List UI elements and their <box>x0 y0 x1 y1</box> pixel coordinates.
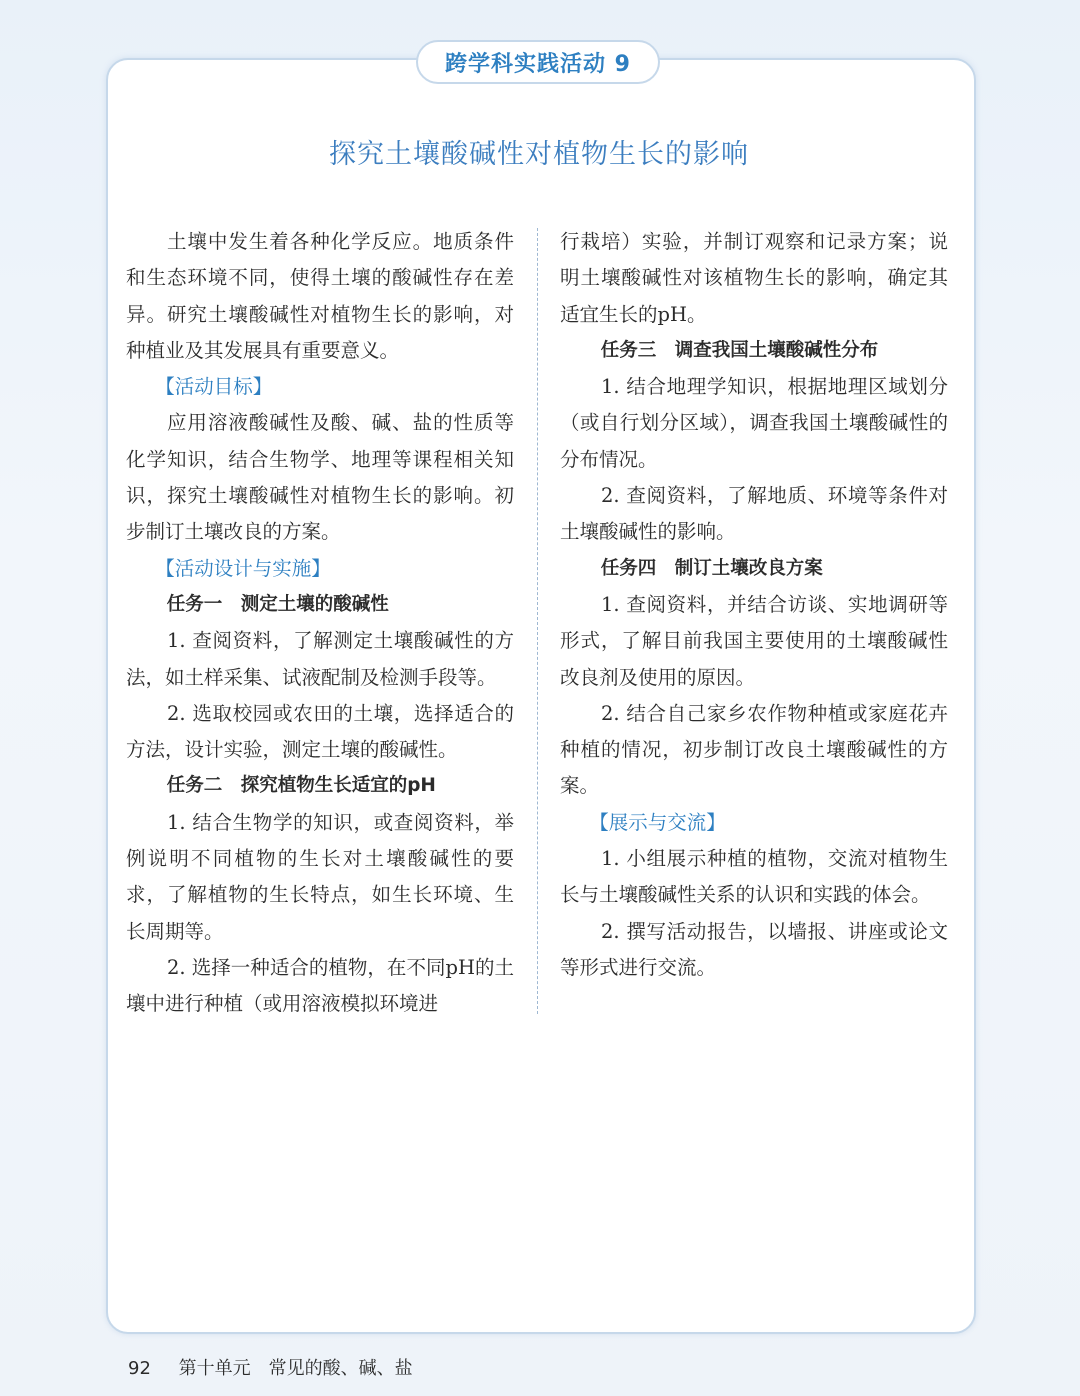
task4-title: 任务四 制订土壤改良方案 <box>600 557 823 579</box>
task3-item2: 2. 查阅资料，了解地质、环境等条件对土壤酸碱性的影响。 <box>560 484 948 544</box>
task2-item2-part2: 行栽培）实验，并制订观察和记录方案；说明土壤酸碱性对该植物生长的影响，确定其适宜生长的pH。 <box>560 230 948 326</box>
task1-item1: 1. 查阅资料，了解测定土壤酸碱性的方法，如土样采集、试液配制及检测手段等。 <box>126 629 514 689</box>
task1-title: 任务一 测定土壤的酸碱性 <box>166 593 389 615</box>
page-footer <box>128 1354 413 1380</box>
column-divider <box>537 228 538 1014</box>
share-item1: 1. 小组展示种植的植物，交流对植物生长与土壤酸碱性关系的认识和实践的体会。 <box>560 847 948 907</box>
task2-title: 任务二 探究植物生长适宜的pH <box>166 775 436 797</box>
design-heading: 【活动设计与实施】 <box>155 556 331 580</box>
intro-paragraph: 土壤中发生着各种化学反应。地质条件和生态环境不同，使得土壤的酸碱性存在差异。研究土壤酸碱性对植物生长的影响，对种植业及其发展具有重要意义。 <box>126 230 514 362</box>
share-item2: 2. 撰写活动报告，以墙报、讲座或论文等形式进行交流。 <box>560 919 948 979</box>
task3-item1: 1. 结合地理学知识，根据地理区域划分（或自行划分区域），调查我国土壤酸碱性的分布情况。 <box>560 375 948 471</box>
page-title: 探究土壤酸碱性对植物生长的影响 <box>329 139 749 170</box>
task3-title: 任务三 调查我国土壤酸碱性分布 <box>600 339 879 361</box>
share-heading: 【展示与交流】 <box>589 810 726 834</box>
activity-badge: 跨学科实践活动 9 <box>416 40 660 84</box>
task1-item2: 2. 选取校园或农田的土壤，选择适合的方法，设计实验，测定土壤的酸碱性。 <box>126 701 514 762</box>
goal-paragraph: 应用溶液酸碱性及酸、碱、盐的性质等化学知识，结合生物学、地理等课程相关知识，探究土壤酸碱性对植物生长的影响。初步制订土壤改良的方案。 <box>126 411 514 544</box>
right-column <box>560 224 948 986</box>
chapter-title: 第十单元 常见的酸、碱、盐 <box>178 1358 413 1379</box>
task4-item1: 1. 查阅资料，并结合访谈、实地调研等形式，了解目前我国主要使用的土壤酸碱性改良剂及使用的原因。 <box>560 592 948 689</box>
left-column <box>126 224 514 1023</box>
task2-item1: 1. 结合生物学的知识，或查阅资料，举例说明不同植物的生长对土壤酸碱性的要求，了解植物的生长特点，如生长环境、生长周期等。 <box>126 810 514 943</box>
task2-item2-part1: 2. 选择一种适合的植物，在不同pH的土壤中进行种植（或用溶液模拟环境进 <box>126 955 514 1016</box>
task4-item2: 2. 结合自己家乡农作物种植或家庭花卉种植的情况，初步制订改良土壤酸碱性的方案。 <box>560 701 948 798</box>
page-number: 92 <box>128 1358 151 1379</box>
goal-heading: 【活动目标】 <box>155 375 273 399</box>
